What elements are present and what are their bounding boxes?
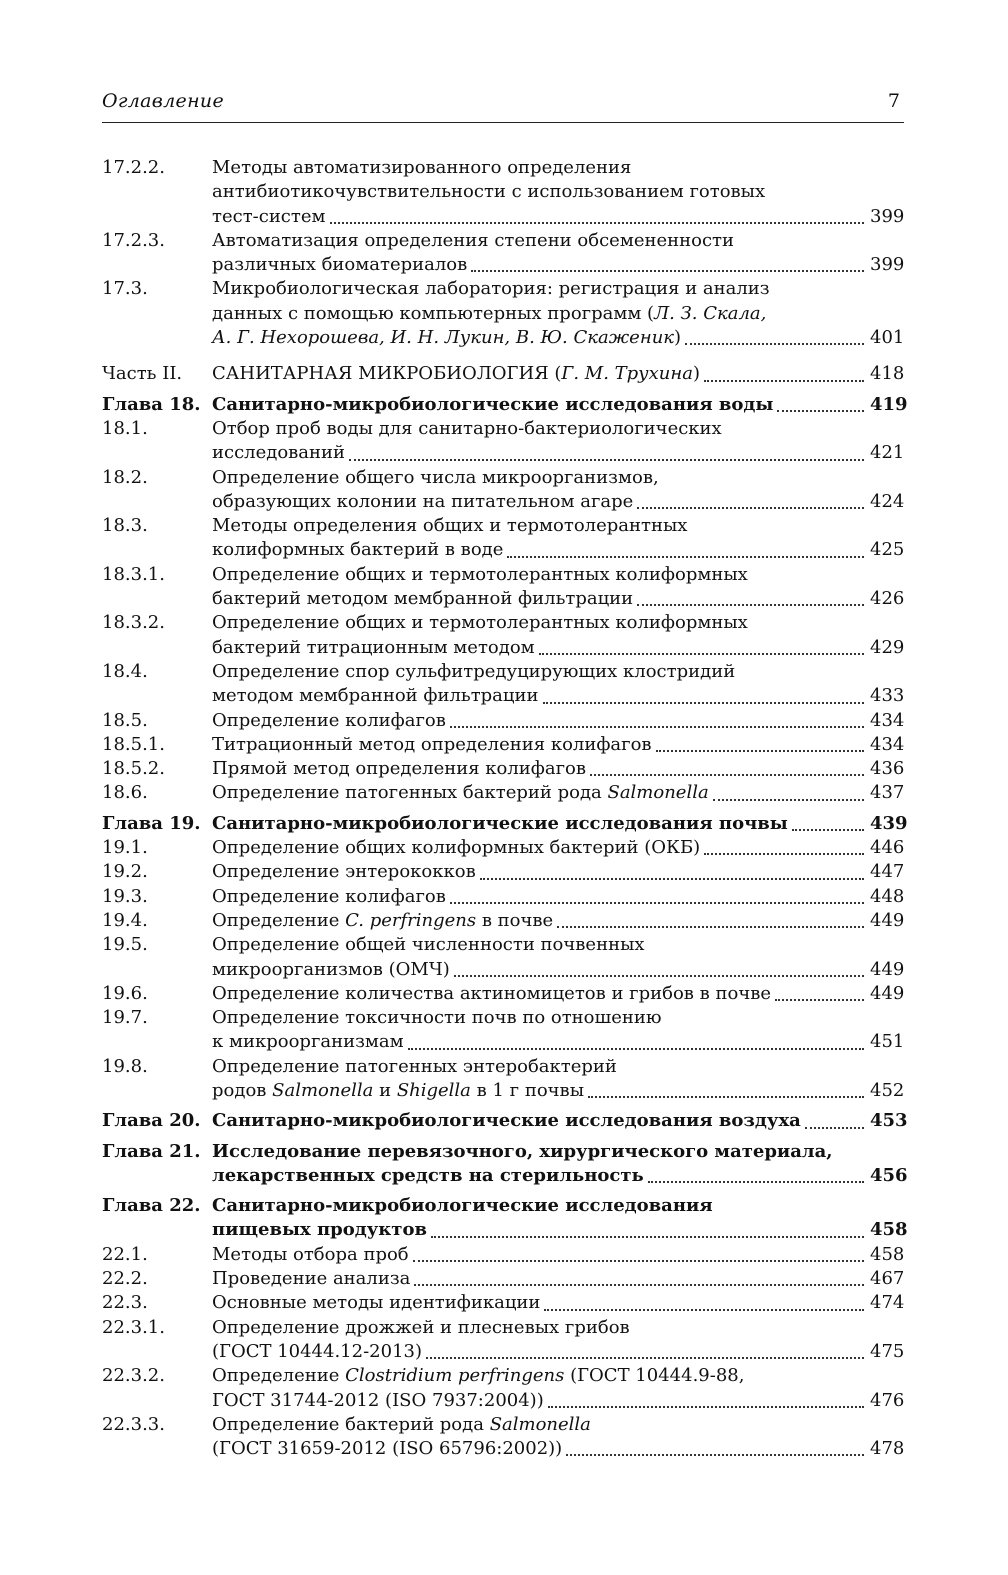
toc-entry-page: 419 bbox=[870, 393, 908, 415]
toc-entry-last-line bbox=[212, 909, 904, 933]
toc-entry-page: 458 bbox=[870, 1219, 908, 1241]
toc-entry bbox=[102, 1243, 904, 1267]
toc-entry-page: 446 bbox=[870, 837, 905, 859]
toc-entry-line: Санитарно-микробиологические исследования воздуха bbox=[212, 1110, 801, 1132]
toc-entry-page: 451 bbox=[870, 1031, 905, 1053]
toc-entry-page: 421 bbox=[870, 442, 905, 464]
toc-entry bbox=[102, 885, 904, 909]
toc-entry bbox=[102, 611, 904, 660]
toc-entry bbox=[102, 466, 904, 515]
toc-entry-line: Определение количества актиномицетов и грибов в почве bbox=[212, 982, 772, 1004]
toc-entry-last-line bbox=[212, 1291, 904, 1315]
toc-entry-line: Определение колифагов bbox=[212, 709, 446, 731]
dot-leader bbox=[543, 684, 865, 708]
dot-leader bbox=[704, 836, 864, 860]
dot-leader bbox=[637, 587, 864, 611]
dot-leader bbox=[805, 1109, 864, 1133]
toc-entry-line: методом мембранной фильтрации bbox=[212, 685, 539, 707]
dot-leader bbox=[454, 958, 864, 982]
toc-entry-title bbox=[212, 1364, 904, 1413]
toc-entry-title bbox=[212, 709, 904, 733]
toc-entry-page: 434 bbox=[870, 733, 905, 755]
toc-entry-line: Санитарно-микробиологические исследования воды bbox=[212, 393, 774, 415]
toc-entry bbox=[102, 1194, 908, 1243]
toc-entry-title bbox=[212, 1006, 904, 1055]
toc-entry-title bbox=[212, 660, 904, 709]
toc-entry-number: 19.7. bbox=[102, 1007, 148, 1029]
toc-entry-line: Определение патогенных бактерий рода Salmonella bbox=[212, 782, 709, 804]
toc-entry-number: 19.6. bbox=[102, 982, 148, 1004]
toc-entry-last-line bbox=[212, 538, 904, 562]
toc-entry-line: Определение колифагов bbox=[212, 885, 446, 907]
toc-entry-page: 475 bbox=[870, 1340, 905, 1362]
dot-leader bbox=[450, 885, 864, 909]
toc-entry-number: 17.2.2. bbox=[102, 157, 165, 178]
toc-entry-title bbox=[212, 812, 908, 836]
dot-leader bbox=[637, 490, 864, 514]
toc-entry-page: 401 bbox=[870, 327, 905, 349]
toc-entry-title bbox=[212, 1291, 904, 1315]
dot-leader bbox=[557, 909, 864, 933]
toc-entry-page: 474 bbox=[870, 1292, 905, 1314]
toc-entry-line: лекарственных средств на стерильность bbox=[212, 1164, 644, 1186]
toc-entry-last-line bbox=[212, 393, 908, 417]
toc-entry-number: Глава 22. bbox=[102, 1195, 201, 1217]
toc-entry-title bbox=[212, 514, 904, 563]
dot-leader bbox=[480, 860, 864, 884]
running-head-title: Оглавление bbox=[102, 90, 225, 112]
toc-entry-last-line bbox=[212, 733, 904, 757]
toc-entry-page: 399 bbox=[870, 254, 905, 276]
toc-entry-number: 18.5.2. bbox=[102, 758, 165, 780]
toc-entry-last-line bbox=[212, 362, 904, 386]
toc-entry-last-line bbox=[212, 1164, 908, 1188]
toc-entry-title bbox=[212, 757, 904, 781]
toc-entry-last-line bbox=[212, 709, 904, 733]
toc-entry bbox=[102, 277, 904, 350]
dot-leader bbox=[656, 733, 864, 757]
toc-entry-last-line bbox=[212, 836, 904, 860]
toc-entry-number: Глава 21. bbox=[102, 1140, 201, 1162]
toc-entry-last-line bbox=[212, 958, 904, 982]
toc-entry-line: Определение общих колиформных бактерий (ОКБ) bbox=[212, 837, 701, 859]
toc-entry-title bbox=[212, 1140, 908, 1189]
toc-entry-line: микроорганизмов (ОМЧ) bbox=[212, 958, 450, 980]
toc-entry-line: Определение Clostridium perfringens (ГОСТ 10444.9-88, bbox=[212, 1365, 745, 1387]
toc-entry-line: Определение патогенных энтеробактерий bbox=[212, 1055, 617, 1077]
toc-entry-title bbox=[212, 1267, 904, 1291]
toc-entry-title bbox=[212, 933, 904, 982]
toc-entry-line: исследований bbox=[212, 442, 346, 464]
toc-entry-page: 452 bbox=[870, 1079, 905, 1101]
toc-entry-last-line bbox=[212, 441, 904, 465]
toc-entry-line: Методы определения общих и термотолерантных bbox=[212, 515, 688, 537]
dot-leader bbox=[544, 1291, 864, 1315]
toc-entry-line: Определение дрожжей и плесневых грибов bbox=[212, 1316, 630, 1338]
toc-entry-line: антибиотикочувствительности с использованием готовых bbox=[212, 181, 766, 203]
toc-entry-page: 453 bbox=[870, 1110, 908, 1132]
toc-entry-page: 467 bbox=[870, 1268, 905, 1290]
toc-entry-last-line bbox=[212, 490, 904, 514]
toc-entry bbox=[102, 1291, 904, 1315]
toc-entry-last-line bbox=[212, 1389, 904, 1413]
toc-entry-line: Определение C. perfringens в почве bbox=[212, 909, 554, 931]
toc-entry bbox=[102, 563, 904, 612]
dot-leader bbox=[588, 1079, 864, 1103]
dot-leader bbox=[539, 636, 864, 660]
dot-leader bbox=[507, 538, 864, 562]
dot-leader bbox=[471, 253, 864, 277]
toc-entry-last-line bbox=[212, 812, 908, 836]
toc-entry-page: 458 bbox=[870, 1243, 905, 1265]
toc-entry-number: 19.3. bbox=[102, 885, 148, 907]
toc-entry-line: Проведение анализа bbox=[212, 1268, 411, 1290]
toc-entry-last-line bbox=[212, 885, 904, 909]
dot-leader bbox=[426, 1340, 864, 1364]
toc-entry-number: 19.4. bbox=[102, 909, 148, 931]
toc-entry-line: (ГОСТ 31659-2012 (ISO 65796:2002)) bbox=[212, 1438, 563, 1460]
toc-entry bbox=[102, 1109, 908, 1133]
toc-entry-page: 418 bbox=[870, 363, 905, 385]
toc-entry bbox=[102, 781, 904, 805]
toc-entry-title bbox=[212, 1055, 904, 1104]
toc-entry-number: 19.8. bbox=[102, 1055, 148, 1077]
toc-entry-number: Глава 18. bbox=[102, 393, 201, 415]
toc-entry-page: 449 bbox=[870, 909, 905, 931]
toc-entry-line: колиформных бактерий в воде bbox=[212, 539, 504, 561]
toc-entry-title bbox=[212, 1243, 904, 1267]
toc-entry-number: 18.3. bbox=[102, 515, 148, 537]
dot-leader bbox=[777, 393, 864, 417]
toc-entry-line: Автоматизация определения степени обсемененности bbox=[212, 229, 734, 251]
toc-entry-line: к микроорганизмам bbox=[212, 1031, 404, 1053]
toc-entry-last-line bbox=[212, 1218, 908, 1242]
toc-entry-last-line bbox=[212, 1030, 904, 1054]
toc-entry-line: Микробиологическая лаборатория: регистрация и анализ bbox=[212, 278, 770, 300]
toc-entry-number: 18.4. bbox=[102, 660, 148, 682]
dot-leader bbox=[431, 1218, 864, 1242]
toc-entry-last-line bbox=[212, 860, 904, 884]
toc-entry-page: 448 bbox=[870, 885, 905, 907]
toc-entry-last-line bbox=[212, 757, 904, 781]
toc-entry-line: Санитарно-микробиологические исследования почвы bbox=[212, 812, 788, 834]
toc-entry-number: 22.3.1. bbox=[102, 1316, 165, 1338]
toc-entry bbox=[102, 1055, 904, 1104]
toc-entry-line: образующих колонии на питательном агаре bbox=[212, 490, 634, 512]
toc-entry-page: 399 bbox=[870, 205, 905, 227]
toc-entry-title bbox=[212, 860, 904, 884]
toc-entry-title bbox=[212, 611, 904, 660]
toc-entry bbox=[102, 709, 904, 733]
toc-entry-title bbox=[212, 1413, 904, 1462]
toc-entry-number: 19.2. bbox=[102, 861, 148, 883]
dot-leader bbox=[648, 1164, 864, 1188]
toc-entry-last-line bbox=[212, 982, 904, 1006]
toc-entry bbox=[102, 1413, 904, 1462]
running-head bbox=[102, 86, 904, 123]
toc-entry bbox=[102, 393, 908, 417]
toc-entry-number: 22.3. bbox=[102, 1292, 148, 1314]
toc-entry-line: А. Г. Нехорошева, И. Н. Лукин, В. Ю. Скаженик) bbox=[212, 327, 682, 349]
toc-entry-page: 478 bbox=[870, 1438, 905, 1460]
dot-leader bbox=[408, 1030, 864, 1054]
toc-entry bbox=[102, 757, 904, 781]
toc-entry-title bbox=[212, 885, 904, 909]
toc-entry-last-line bbox=[212, 1109, 908, 1133]
toc-entry-title bbox=[212, 1109, 908, 1133]
toc-entry-line: Определение бактерий рода Salmonella bbox=[212, 1413, 591, 1435]
toc-entry-line: Определение токсичности почв по отношению bbox=[212, 1007, 662, 1029]
toc-entry-last-line bbox=[212, 684, 904, 708]
toc-entry-line: родов Salmonella и Shigella в 1 г почвы bbox=[212, 1079, 585, 1101]
toc-entry bbox=[102, 860, 904, 884]
toc-entry bbox=[102, 812, 908, 836]
toc-entry-page: 439 bbox=[870, 812, 908, 834]
toc-entry-page: 425 bbox=[870, 539, 905, 561]
toc-entry bbox=[102, 660, 904, 709]
toc-entry-line: бактерий методом мембранной фильтрации bbox=[212, 588, 634, 610]
toc-entry-number: 18.2. bbox=[102, 466, 148, 488]
toc-entry-line: Определение энтерококков bbox=[212, 861, 476, 883]
toc-entry-title bbox=[212, 277, 904, 350]
toc-entry-line: данных с помощью компьютерных программ (Л. З. Скала, bbox=[212, 302, 767, 324]
toc-entry-line: Прямой метод определения колифагов bbox=[212, 758, 587, 780]
toc-entry-line: Отбор проб воды для санитарно-бактериологических bbox=[212, 417, 722, 439]
toc-entry-number: Глава 20. bbox=[102, 1110, 201, 1132]
toc-entry-last-line bbox=[212, 205, 904, 229]
toc-entry-line: различных биоматериалов bbox=[212, 254, 468, 276]
toc-entry-page: 449 bbox=[870, 982, 905, 1004]
toc-entry-last-line bbox=[212, 636, 904, 660]
dot-leader bbox=[330, 205, 864, 229]
toc-entry-title bbox=[212, 563, 904, 612]
dot-leader bbox=[590, 757, 864, 781]
toc-entry-number: 22.3.2. bbox=[102, 1365, 165, 1387]
toc-entry bbox=[102, 733, 904, 757]
toc-entry-line: Методы автоматизированного определения bbox=[212, 157, 632, 178]
toc-entry-line: (ГОСТ 10444.12-2013) bbox=[212, 1340, 422, 1362]
toc-entry-number: 22.1. bbox=[102, 1243, 148, 1265]
dot-leader bbox=[548, 1389, 864, 1413]
table-of-contents bbox=[102, 156, 908, 1461]
toc-entry bbox=[102, 1316, 904, 1365]
toc-entry-page: 424 bbox=[870, 490, 905, 512]
toc-entry-title bbox=[212, 733, 904, 757]
toc-entry-last-line bbox=[212, 1437, 904, 1461]
toc-entry-title bbox=[212, 229, 904, 278]
toc-entry-last-line bbox=[212, 253, 904, 277]
toc-entry-page: 456 bbox=[870, 1164, 908, 1186]
toc-entry-title bbox=[212, 1194, 908, 1243]
toc-entry-number: 18.6. bbox=[102, 782, 148, 804]
toc-entry-number: 19.1. bbox=[102, 837, 148, 859]
toc-entry-line: Методы отбора проб bbox=[212, 1243, 409, 1265]
page-number: 7 bbox=[887, 90, 900, 112]
toc-entry bbox=[102, 514, 904, 563]
toc-entry-number: Глава 19. bbox=[102, 812, 201, 834]
toc-entry-last-line bbox=[212, 587, 904, 611]
toc-entry-last-line bbox=[212, 781, 904, 805]
toc-entry-page: 449 bbox=[870, 958, 905, 980]
toc-entry-page: 436 bbox=[870, 758, 905, 780]
toc-entry bbox=[102, 836, 904, 860]
dot-leader bbox=[414, 1267, 864, 1291]
toc-entry-number: 18.3.1. bbox=[102, 563, 165, 585]
toc-entry-line: Определение общего числа микроорганизмов, bbox=[212, 466, 659, 488]
toc-entry-page: 476 bbox=[870, 1389, 905, 1411]
toc-entry-line: САНИТАРНАЯ МИКРОБИОЛОГИЯ (Г. М. Трухина) bbox=[212, 363, 700, 385]
toc-entry bbox=[102, 417, 904, 466]
toc-entry-line: Исследование перевязочного, хирургического материала, bbox=[212, 1140, 833, 1162]
toc-entry-number: 22.2. bbox=[102, 1268, 148, 1290]
toc-entry-title bbox=[212, 417, 904, 466]
toc-entry-page: 437 bbox=[870, 782, 905, 804]
toc-entry-line: пищевых продуктов bbox=[212, 1219, 427, 1241]
toc-entry-line: бактерий титрационным методом bbox=[212, 636, 535, 658]
dot-leader bbox=[685, 326, 864, 350]
toc-entry-number: 17.2.3. bbox=[102, 229, 165, 251]
toc-entry-title bbox=[212, 362, 904, 386]
toc-entry-number: 18.1. bbox=[102, 417, 148, 439]
toc-entry-line: ГОСТ 31744-2012 (ISO 7937:2004)) bbox=[212, 1389, 544, 1411]
toc-entry-line: Определение общих и термотолерантных колиформных bbox=[212, 612, 748, 634]
dot-leader bbox=[566, 1437, 864, 1461]
toc-entry bbox=[102, 1364, 904, 1413]
toc-entry-number: 18.5. bbox=[102, 709, 148, 731]
toc-entry-last-line bbox=[212, 1243, 904, 1267]
toc-entry bbox=[102, 909, 904, 933]
toc-entry-number: 18.3.2. bbox=[102, 612, 165, 634]
toc-entry-line: Определение общей численности почвенных bbox=[212, 934, 645, 956]
toc-entry-last-line bbox=[212, 1079, 904, 1103]
toc-entry bbox=[102, 933, 904, 982]
toc-entry-last-line bbox=[212, 1340, 904, 1364]
toc-entry bbox=[102, 1267, 904, 1291]
toc-entry-title bbox=[212, 1316, 904, 1365]
toc-entry-title bbox=[212, 836, 904, 860]
toc-entry-last-line bbox=[212, 326, 904, 350]
dot-leader bbox=[450, 709, 864, 733]
toc-entry bbox=[102, 362, 904, 386]
toc-entry-line: Определение общих и термотолерантных колиформных bbox=[212, 563, 748, 585]
toc-entry-line: Титрационный метод определения колифагов bbox=[212, 733, 652, 755]
toc-entry-title bbox=[212, 156, 904, 229]
toc-entry-title bbox=[212, 466, 904, 515]
dot-leader bbox=[704, 362, 864, 386]
toc-entry-page: 447 bbox=[870, 861, 905, 883]
toc-entry bbox=[102, 1140, 908, 1189]
toc-entry-line: Определение спор сульфитредуцирующих клостридий bbox=[212, 660, 736, 682]
toc-entry bbox=[102, 229, 904, 278]
dot-leader bbox=[349, 441, 864, 465]
toc-entry-page: 426 bbox=[870, 588, 905, 610]
toc-entry-line: Санитарно-микробиологические исследования bbox=[212, 1195, 713, 1217]
toc-entry bbox=[102, 1006, 904, 1055]
toc-entry-line: Основные методы идентификации bbox=[212, 1292, 541, 1314]
toc-entry-number: 19.5. bbox=[102, 934, 148, 956]
toc-entry-number: 18.5.1. bbox=[102, 733, 165, 755]
toc-entry bbox=[102, 982, 904, 1006]
toc-entry-page: 434 bbox=[870, 709, 905, 731]
book-page bbox=[102, 86, 908, 1460]
dot-leader bbox=[792, 812, 864, 836]
toc-entry-title bbox=[212, 393, 908, 417]
toc-entry-line: тест-систем bbox=[212, 205, 326, 227]
toc-entry-number: Часть II. bbox=[102, 363, 183, 385]
dot-leader bbox=[775, 982, 864, 1006]
toc-entry-page: 429 bbox=[870, 636, 905, 658]
toc-entry-title bbox=[212, 909, 904, 933]
toc-entry-number: 22.3.3. bbox=[102, 1413, 165, 1435]
dot-leader bbox=[413, 1243, 864, 1267]
toc-entry-page: 433 bbox=[870, 685, 905, 707]
toc-entry-last-line bbox=[212, 1267, 904, 1291]
toc-entry-title bbox=[212, 781, 904, 805]
toc-entry-number: 17.3. bbox=[102, 278, 148, 300]
toc-entry-title bbox=[212, 982, 904, 1006]
toc-entry bbox=[102, 156, 904, 229]
dot-leader bbox=[713, 781, 864, 805]
